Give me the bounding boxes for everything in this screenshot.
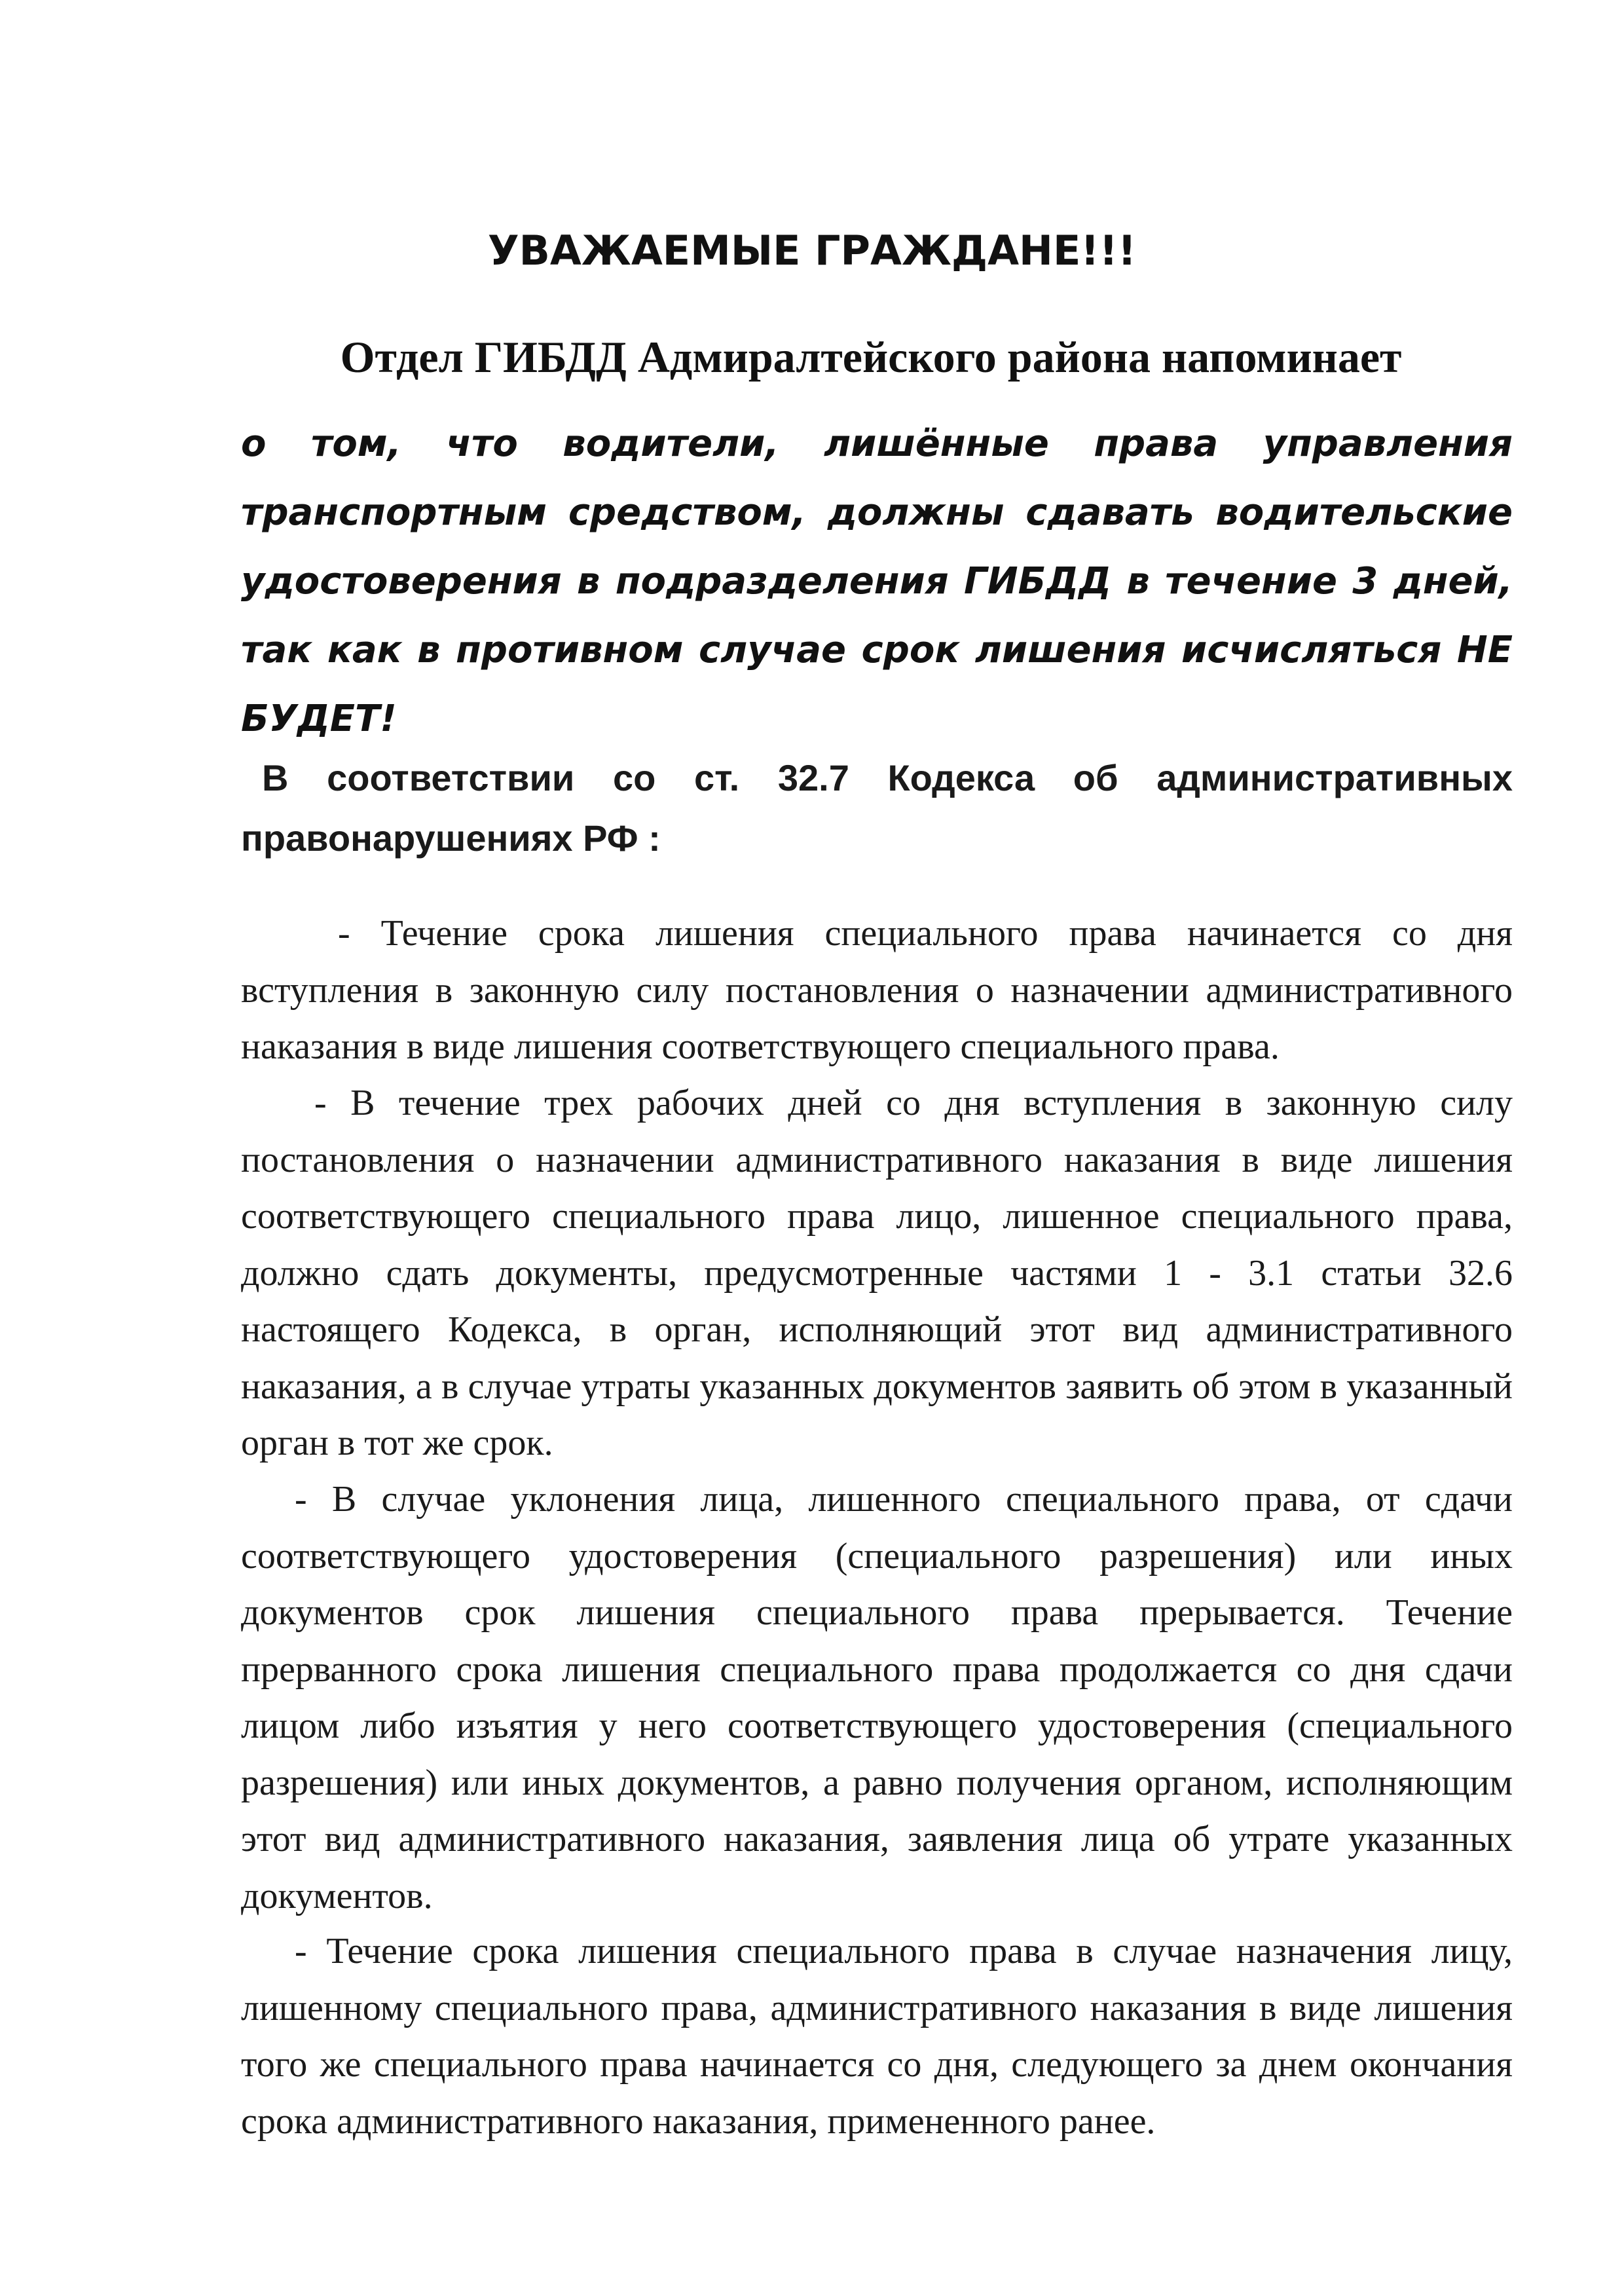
law-reference-line-2: правонарушениях РФ : — [241, 817, 661, 859]
page-title: УВАЖАЕМЫЕ ГРАЖДАНЕ!!! — [487, 227, 1137, 274]
law-reference-heading — [241, 748, 1513, 868]
law-paragraph-4: - Течение срока лишения специального права в случае назначения лицу, лишенному специального права, административного наказания в виде лишения того же специального права начинается со дня, следующего за днем окончания срока административного наказания, примененного ранее. — [241, 1931, 1513, 2142]
law-paragraph-3: - В случае уклонения лица, лишенного специального права, от сдачи соответствующего удостоверения (специального разрешения) или иных документов срок лишения специального права прерывается. Течение прерванного срока лишения специального права продолжается со дня сдачи лицом либо изъятия у него соответствующего удостоверения (специального разрешения) или иных документов, а равно получения органом, исполняющим этот вид административного наказания, заявления лица об утрате указанных документов. — [241, 1479, 1513, 1916]
law-paragraph-2: - В течение трех рабочих дней со дня вступления в законную силу постановления о назначении административного наказания в виде лишения соответствующего специального права лицо, лишенное специального права, должно сдать документы, предусмотренные частями 1 - 3.1 статьи 32.6 настоящего Кодекса, в орган, исполняющий этот вид административного наказания, а в случае утраты указанных документов заявить об этом в указанный орган в тот же срок. — [241, 1083, 1513, 1463]
issuer-line: Отдел ГИБДД Адмиралтейского района напоминает — [340, 332, 1402, 382]
law-paragraph-1: - Течение срока лишения специального права начинается со дня вступления в законную силу постановления о назначении административного наказания в виде лишения соответствующего специального права. — [241, 913, 1513, 1067]
notice-text: о том, что водители, лишённые права управления транспортным средством, должны сдавать водительские удостоверения в подразделения ГИБДД в течение 3 дней, так как в противном случае срок лишения исчисляться НЕ БУДЕТ! — [241, 422, 1513, 740]
law-reference-line-1: В соответствии со ст. 32.7 Кодекса об административных — [262, 757, 1513, 798]
